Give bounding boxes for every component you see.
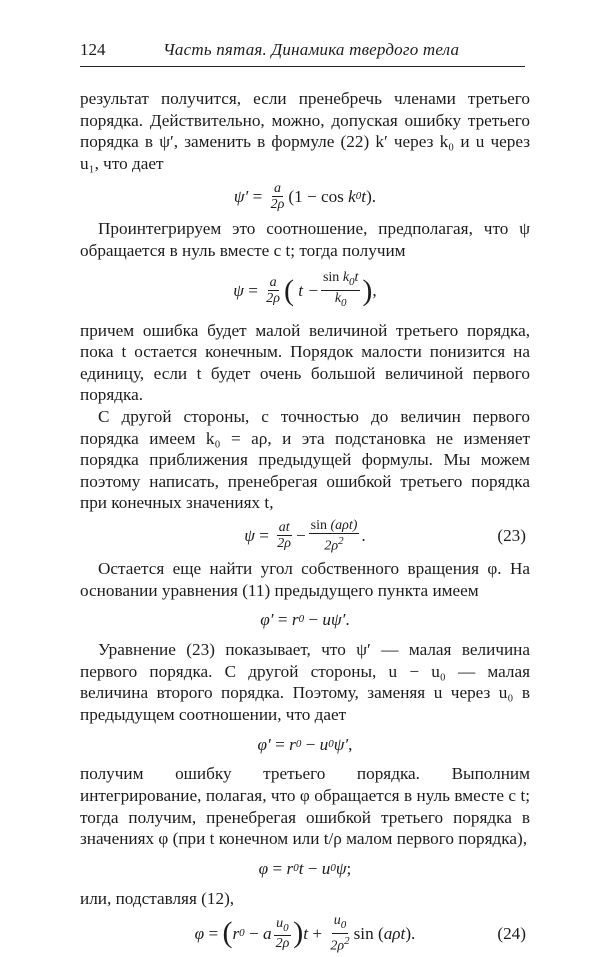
equation-23: ψ = $\frac{at}{2\rho}$ − sin (aρt) $2\rho^2$ . (23)	[244, 518, 526, 554]
paragraph-2: Проинтегрируем это соотношение, предполагая, что ψ обращается в нуль вместе с t; тогда получим	[80, 219, 530, 260]
equation-number-23: (23)	[497, 526, 526, 546]
paragraph-3: причем ошибка будет малой величиной третьего порядка, пока t остается конечным. Порядок малости понизится на единицу, если t будет очень большой величиной первого порядка.	[80, 320, 530, 405]
page-body	[80, 88, 530, 957]
formula-psi: ψ = $\frac{a}{2\rho}$ ( t − $\sin k_0t$ $k_0$ ) ,	[233, 270, 377, 309]
paragraph-8: или, подставляя (12),	[80, 888, 235, 908]
formula-phi-prime-1: φ′ = r 0 − uψ′ .	[260, 610, 350, 630]
formula-phi: φ = r 0 t − u 0 ψ ;	[258, 859, 352, 879]
paragraph-1: результат получится, если пренебречь членами третьего порядка. Действительно, можно, допуская ошибку третьего порядка в ψ′, заменить в формуле (22) k′ через k₀ и u через u₁, что дает	[80, 89, 530, 173]
page-number: 124	[80, 40, 106, 59]
paragraph-7: получим ошибку третьего порядка. Выполним интегрирование, полагая, что φ обращается в нуль вместе с t; тогда получим, пренебрегая ошибкой третьего порядка в значениях φ (при t конечном или t/ρ малом первого порядка),	[80, 764, 530, 849]
equation-number-24: (24)	[497, 923, 526, 943]
paragraph-4: С другой стороны, с точностью до величин первого порядка имеем k₀ = aρ, и эта подстановка не изменяет порядка приближения предыдущей формулы. Мы можем поэтому написать, пренебрегая ошибкой третьего порядка при конечных значениях t,	[80, 406, 530, 513]
formula-phi-prime-2: φ′ = r 0 − u 0 ψ′ ,	[257, 734, 353, 754]
running-head: Часть пятая. Динамика твердого тела	[163, 40, 460, 59]
equation-24: φ = ( r 0 − a $\frac{u_0}{2\rho}$ ) t + $\frac{u_0}{2\rho^2}$ sin ( aρt ). (24)	[194, 913, 526, 954]
formula-psi-prime: ψ′ = $\frac{a}{2\rho}$ (1 − cos k 0 t ).	[233, 180, 377, 212]
page-header	[80, 40, 525, 67]
paragraph-6: Уравнение (23) показывает, что ψ′ — малая величина первого порядка. С другой стороны, u − u₀ — малая величина второго порядка. Поэтому, заменяя u через u₀ в предыдущем соотношении, что дает	[80, 640, 530, 724]
paragraph-5: Остается еще найти угол собственного вращения φ. На основании уравнения (11) предыдущего пункта имеем	[80, 558, 530, 600]
